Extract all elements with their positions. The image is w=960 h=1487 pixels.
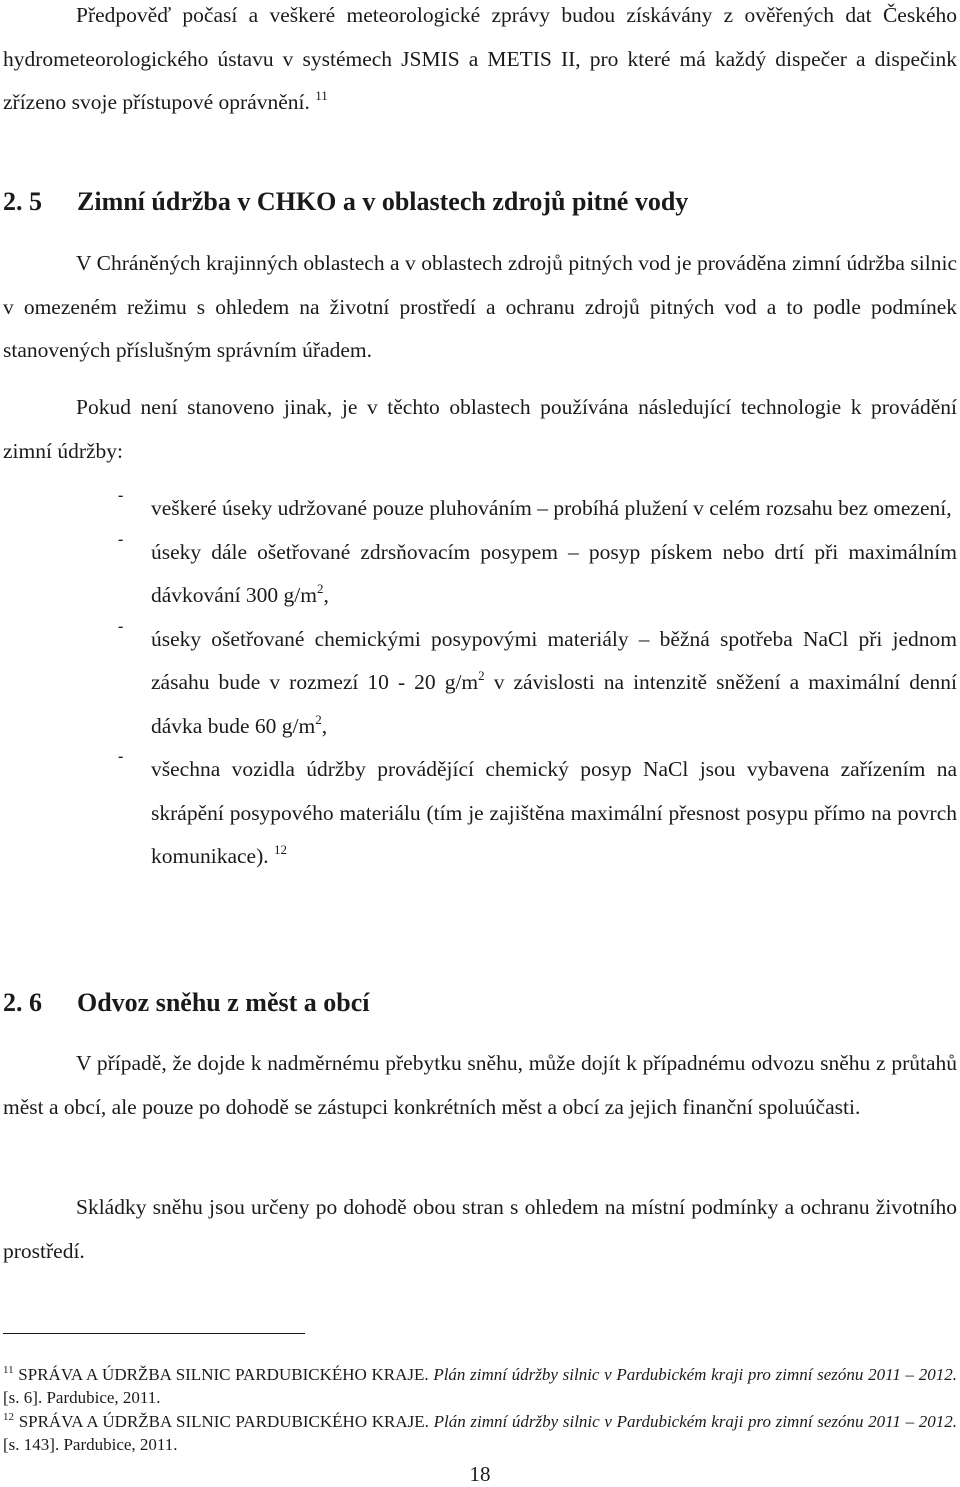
list-item-text xyxy=(151,531,957,618)
paragraph: Pokud není stanoveno jinak, je v těchto oblastech používána následující technologie k provádění zimní údržby: xyxy=(3,395,957,463)
superscript: 2 xyxy=(315,711,322,727)
superscript: 2 xyxy=(478,668,485,683)
footnote-number: 12 xyxy=(3,1411,14,1423)
section-title: Odvoz sněhu z měst a obcí xyxy=(77,988,370,1017)
footnote-number: 11 xyxy=(3,1364,14,1376)
footnote-12 xyxy=(3,1411,957,1456)
paragraph: V Chráněných krajinných oblastech a v oblastech zdrojů pitných vod je prováděna zimní údržba silnic v omezeném režimu s ohledem na životní prostředí a ochranu zdrojů pitných vod a to podle podmínek stanovených příslušným správním úřadem. xyxy=(3,251,957,362)
superscript: 2 xyxy=(317,581,324,596)
text-run: , xyxy=(323,583,329,607)
section-heading-2-5 xyxy=(3,185,688,219)
text-run: úseky ošetřované chemickými posypovými materiály – běžná spotřeba NaCl při jednom zásahu bude v rozmezí 10 - 20 g/m xyxy=(151,626,957,694)
footnote-author: SPRÁVA A ÚDRŽBA SILNIC PARDUBICKÉHO KRAJE. xyxy=(18,1365,429,1384)
text-run: všechna vozidla údržby provádějící chemický posyp NaCl jsou vybavena zařízením na skrápění posypového materiálu (tím je zajištěna maximální přesnost posypu přímo na povrch komunikace). xyxy=(151,757,957,868)
section-number: 2. 5 xyxy=(3,187,42,216)
footnote-ref-12[interactable]: 12 xyxy=(274,842,287,857)
list-item xyxy=(0,618,960,749)
footnote-rest: [s. 143]. Pardubice, 2011. xyxy=(3,1434,178,1454)
section-title: Zimní údržba v CHKO a v oblastech zdrojů pitné vody xyxy=(77,187,689,216)
text-run: v závislosti na intenzitě sněžení a maximální denní dávka bude 60 g/m xyxy=(151,670,957,738)
footnote-title: Plán zimní údržby silnic v Pardubickém kraji pro zimní sezónu 2011 – 2012. xyxy=(433,1365,957,1384)
paragraph: V případě, že dojde k nadměrnému přebytku sněhu, může dojít k případnému odvozu sněhu z průtahů měst a obcí, ale pouze po dohodě se zástupci konkrétních měst a obcí za jejich finanční spoluúčasti. xyxy=(3,1051,957,1119)
footnote-title: Plán zimní údržby silnic v Pardubickém kraji pro zimní sezónu 2011 – 2012. xyxy=(433,1412,958,1431)
section-number: 2. 6 xyxy=(3,988,42,1017)
list-bullet: - xyxy=(118,530,124,548)
text-run: úseky dále ošetřované zdrsňovacím posypem – posyp pískem nebo drtí při maximálním dávkování 300 g/m xyxy=(151,539,957,607)
technology-list xyxy=(0,487,960,879)
intro-text: Předpověď počasí a veškeré meteorologické zprávy budou získávány z ověřených dat Českého hydrometeorologického ústavu v systémech JSMIS a METIS II, pro které má každý dispečer a dispečink zřízeno svoje přístupové oprávnění. xyxy=(3,3,957,114)
list-item-text: veškeré úseky udržované pouze pluhováním – probíhá plužení v celém rozsahu bez omezení, xyxy=(151,496,952,520)
section-heading-2-6 xyxy=(3,986,370,1020)
list-item xyxy=(0,748,960,879)
list-item-text xyxy=(151,748,957,879)
footnote-ref-11[interactable]: 11 xyxy=(315,88,328,103)
list-bullet: - xyxy=(118,487,124,504)
footnote-11 xyxy=(3,1364,957,1409)
list-bullet: - xyxy=(118,748,124,765)
list-item xyxy=(0,487,960,531)
paragraph: Skládky sněhu jsou určeny po dohodě obou stran s ohledem na místní podmínky a ochranu životního prostředí. xyxy=(3,1195,957,1263)
footnote-separator xyxy=(3,1333,305,1334)
footnote-rest: [s. 6]. Pardubice, 2011. xyxy=(3,1387,161,1407)
intro-paragraph xyxy=(3,0,957,125)
page-number: 18 xyxy=(469,1462,491,1486)
footnote-author: SPRÁVA A ÚDRŽBA SILNIC PARDUBICKÉHO KRAJE. xyxy=(18,1412,429,1431)
list-item-text xyxy=(151,618,957,749)
list-item xyxy=(0,531,960,618)
text-run: , xyxy=(321,713,328,738)
list-bullet: - xyxy=(118,617,124,635)
